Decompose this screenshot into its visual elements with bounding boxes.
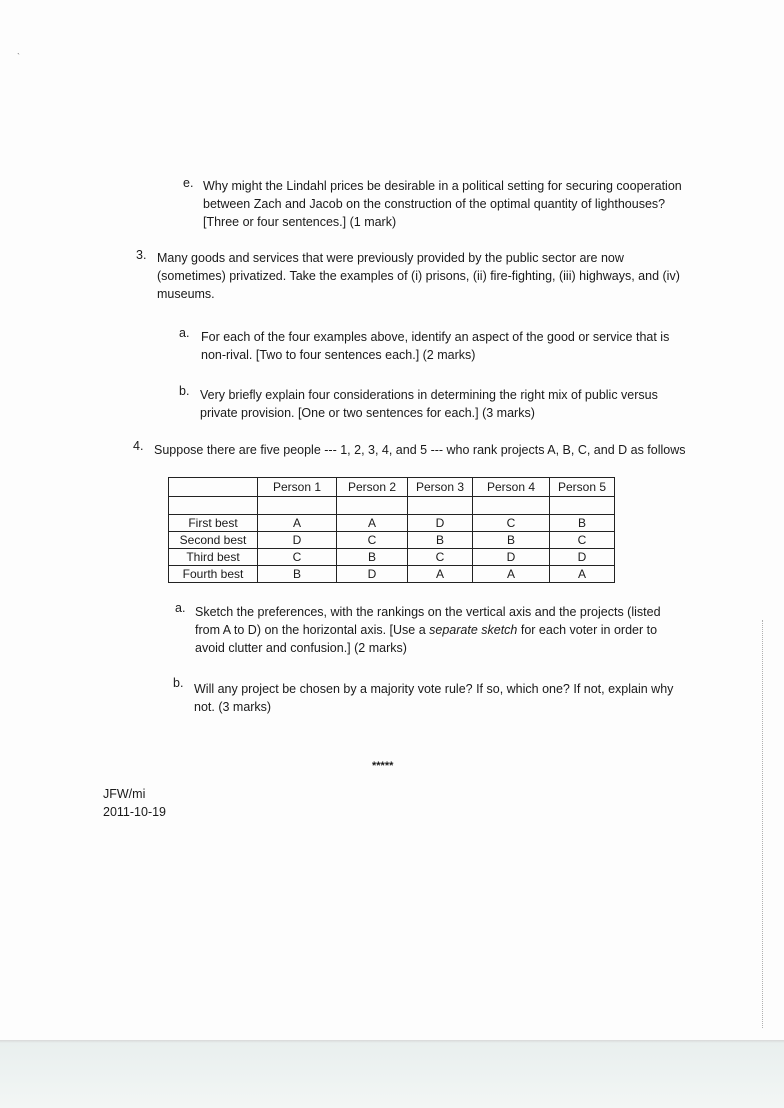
question-4a-line — [195, 621, 661, 639]
table-cell — [258, 497, 337, 515]
item-e-line: Why might the Lindahl prices be desirable in a political setting for securing cooperation — [203, 179, 682, 193]
table-cell: C — [337, 532, 408, 549]
table-cell: A — [258, 515, 337, 532]
table-cell: D — [337, 566, 408, 583]
table-cell — [473, 497, 550, 515]
question-3-line: Many goods and services that were previously provided by the public sector are now — [157, 251, 624, 265]
table-cell — [550, 497, 615, 515]
author-initials: JFW/mi — [103, 787, 146, 801]
table-cell — [337, 497, 408, 515]
question-4b-line: not. (3 marks) — [194, 700, 272, 714]
table-header-cell: Person 3 — [408, 478, 473, 497]
table-cell: B — [337, 549, 408, 566]
table-cell — [169, 497, 258, 515]
question-4a-emphasis: separate sketch — [429, 623, 518, 637]
question-4-number: 4. — [133, 439, 144, 453]
table-cell: A — [473, 566, 550, 583]
table-header-cell: Person 2 — [337, 478, 408, 497]
item-e-label: e. — [183, 176, 194, 190]
question-3-number: 3. — [136, 248, 147, 262]
table-header-row — [169, 478, 615, 497]
table-cell: B — [258, 566, 337, 583]
table-cell: D — [473, 549, 550, 566]
table-row — [169, 515, 615, 532]
item-e-line: between Zach and Jacob on the construction of the optimal quantity of lighthouses? — [203, 197, 666, 211]
table-cell: D — [550, 549, 615, 566]
table-cell: C — [473, 515, 550, 532]
table-cell: A — [550, 566, 615, 583]
table-cell — [408, 497, 473, 515]
table-cell: D — [258, 532, 337, 549]
question-3-line: (sometimes) privatized. Take the examples of (i) prisons, (ii) fire-fighting, (iii) highways, and (iv) — [157, 269, 680, 283]
row-label: Third best — [169, 549, 258, 566]
question-4a-label: a. — [175, 601, 186, 615]
scan-edge-line — [762, 620, 763, 1028]
table-cell: A — [408, 566, 473, 583]
table-spacer-row — [169, 497, 615, 515]
question-3a-label: a. — [179, 326, 190, 340]
question-3b-text — [200, 386, 658, 422]
table-row — [169, 566, 615, 583]
table-cell: B — [550, 515, 615, 532]
question-3b-label: b. — [179, 384, 190, 398]
question-3b-line: private provision. [One or two sentences for each.] (3 marks) — [200, 406, 535, 420]
table-header-cell: Person 5 — [550, 478, 615, 497]
question-3a-line: For each of the four examples above, identify an aspect of the good or service that is — [201, 330, 670, 344]
table-cell: C — [408, 549, 473, 566]
question-4b-label: b. — [173, 676, 184, 690]
question-3-text — [157, 249, 680, 303]
row-label: Second best — [169, 532, 258, 549]
question-3a-text — [201, 328, 669, 364]
section-separator: ***** — [372, 760, 394, 772]
table-cell: D — [408, 515, 473, 532]
question-4a-line: avoid clutter and confusion.] (2 marks) — [195, 641, 407, 655]
footer — [103, 785, 166, 821]
row-label: First best — [169, 515, 258, 532]
margin-mark: ` — [17, 52, 20, 62]
question-4-intro: Suppose there are five people --- 1, 2, 3, 4, and 5 --- who rank projects A, B, C, and D as follows — [154, 443, 686, 457]
document-date: 2011-10-19 — [103, 805, 167, 819]
table-cell: C — [258, 549, 337, 566]
question-4a-line: Sketch the preferences, with the rankings on the vertical axis and the projects (listed — [195, 605, 661, 619]
question-4a-text-part: for each voter in order to — [517, 623, 658, 637]
table-row — [169, 549, 615, 566]
scan-bottom-band — [0, 1040, 784, 1108]
question-4a-text — [195, 603, 661, 657]
table-cell: B — [408, 532, 473, 549]
table-cell: C — [550, 532, 615, 549]
table-header-cell: Person 4 — [473, 478, 550, 497]
item-e-line: [Three or four sentences.] (1 mark) — [203, 215, 397, 229]
ranking-table — [168, 477, 615, 583]
table-cell: B — [473, 532, 550, 549]
question-3b-line: Very briefly explain four considerations in determining the right mix of public versus — [200, 388, 658, 402]
table-header-cell: Person 1 — [258, 478, 337, 497]
question-3a-line: non-rival. [Two to four sentences each.] (2 marks) — [201, 348, 476, 362]
row-label: Fourth best — [169, 566, 258, 583]
question-4a-text-part: from A to D) on the horizontal axis. [Use a — [195, 623, 430, 637]
question-4-text — [154, 441, 686, 459]
table-cell: A — [337, 515, 408, 532]
question-3-line: museums. — [157, 287, 215, 301]
item-e-text — [203, 177, 682, 231]
table-header-cell — [169, 478, 258, 497]
question-4b-line: Will any project be chosen by a majority vote rule? If so, which one? If not, explain why — [194, 682, 674, 696]
table-row — [169, 532, 615, 549]
question-4b-text — [194, 680, 673, 716]
